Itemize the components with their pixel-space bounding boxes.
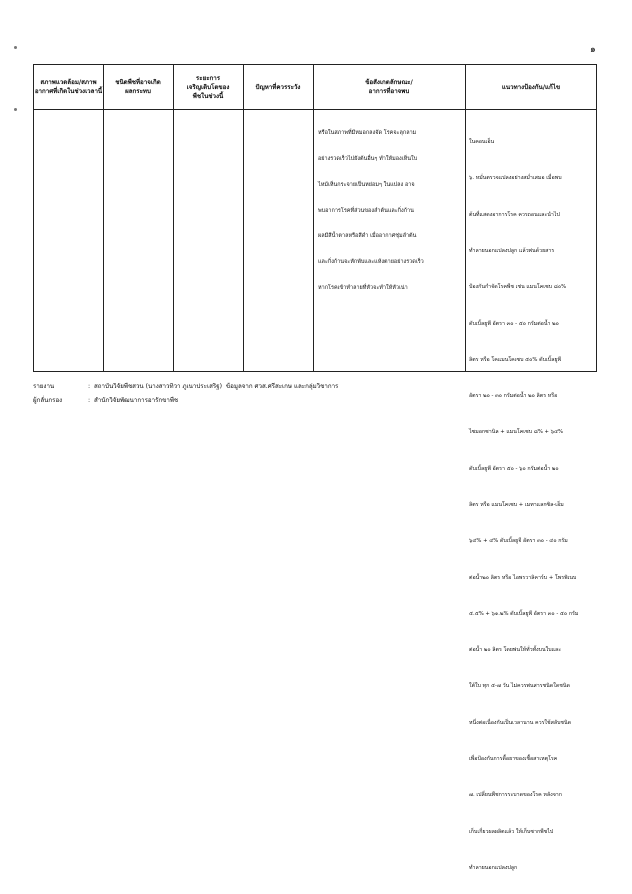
column-divider xyxy=(173,65,174,371)
binding-hole-mark xyxy=(14,108,17,111)
header-observations: ข้อสังเกตลักษณะ/ อาการที่อาจพบ xyxy=(365,79,413,95)
text-line: ดับเบิ้ลยูพี อัตรา ๓๐ - ๕๐ กรัมต่อน้ำ ๒๐ xyxy=(469,320,559,327)
text-line: อย่างรวดเร็วไปยังต้นอื่นๆ ทำให้มองเห็นใบ xyxy=(318,155,418,162)
header-growth-stage: ระยะการ เจริญเติบโตของ พืชในช่วงนี้ xyxy=(186,74,230,100)
text-line: ๕.๕% + ๖๑.๒% ดับเบิ้ลยูพี อัตรา ๓๐ - ๕๐ กรัม xyxy=(469,610,579,617)
text-line: หนึ่งต่อเนื่องกันเป็นเวลานาน ควรใช้สลับชนิด xyxy=(469,719,572,726)
text-line: หากโรคเข้าทำลายที่หัวจะทำให้หัวเน่า xyxy=(318,284,408,291)
text-line: ลิตร หรือ แมนโคเซบ + เมทาแลกซิล-เอ็ม xyxy=(469,502,564,508)
text-line: ทำลายนอกแปลงปลูก xyxy=(469,864,518,871)
text-line: ไซมอกซานิล + แมนโคเซบ ๘% + ๖๔% xyxy=(469,429,564,436)
text-line: ดับเบิ้ลยูพี อัตรา ๕๐ - ๖๐ กรัมต่อน้ำ ๒๐ xyxy=(469,465,559,472)
text-line: ลิตร หรือ โคแมนโคเซบ ๕๐% ดับเบิ้ลยูพี xyxy=(469,356,561,363)
column-divider xyxy=(465,65,466,371)
column-divider xyxy=(103,65,104,371)
column-divider xyxy=(313,65,314,371)
reviewer-text: : สำนักวิจัยพัฒนาการอารักขาพืช xyxy=(88,397,179,404)
header-prevention: แนวทางป้องกัน/แก้ไข xyxy=(501,83,561,91)
text-line: ต่อน้ำ ๒๐ ลิตร โดยพ่นให้ทั่วทั้งบนใบและ xyxy=(469,647,562,654)
page-number: ๑ xyxy=(590,45,596,55)
text-line: ทำลายนอกแปลงปลูก แล้วพ่นด้วยสาร xyxy=(469,248,555,255)
text-line: ไหม้เห็นกระจายเป็นหย่อมๆ ในแปลง อาจ xyxy=(318,181,415,188)
text-line: ในคอนเอ็น xyxy=(469,139,495,146)
observation-text xyxy=(318,112,424,310)
text-line: เก็บเกี่ยวผลผลิตแล้ว ให้เก็บซากพืชไป xyxy=(469,828,554,835)
reviewer-label: ผู้กลั่นกรอง xyxy=(33,397,63,404)
text-line: ๗. เปลี่ยนพืชการระบาดของโรค หลังจาก xyxy=(469,792,562,799)
text-line: ผลมีสีน้ำตาลหรือสีดำ เมื่ออากาศชุ่มลำต้น xyxy=(318,233,417,240)
text-line: ๖๔% + ๔% ดับเบิ้ลยูจี อัตรา ๓๐ - ๔๐ กรัม xyxy=(469,538,568,545)
report-label: รายงาน xyxy=(33,383,55,390)
text-line: เพื่อป้องกันการดื้อยาของเชื้อสาเหตุโรค xyxy=(469,755,558,762)
binding-hole-mark xyxy=(14,46,17,49)
text-line: ๖. หมั่นตรวจแปลงอย่างสม่ำเสมอ เมื่อพบ xyxy=(469,175,562,182)
header-divider xyxy=(34,109,596,110)
header-environment: สภาพแวดล้อม/สภาพ อากาศที่เกิดในช่วงเวลานี้ xyxy=(34,79,103,95)
text-line: ใต้ใบ ทุก ๕-๗ วัน ไม่ควรพ่นสารชนิดใดชนิด xyxy=(469,683,570,690)
header-problems: ปัญหาที่ควรระวัง xyxy=(255,83,301,91)
text-line: หรือในสภาพที่มีหมอกลงจัด โรคจะลุกลาม xyxy=(318,130,417,137)
text-line: และกิ่งก้านจะหักพับและแห้งตายอย่างรวดเร็ว xyxy=(318,259,424,266)
text-line: ป้องกันกำจัดโรคพืช เช่น แมนโคเซบ ๘๐% xyxy=(469,284,567,291)
text-line: พบอาการโรคที่ส่วนของลำต้นและกิ่งก้าน xyxy=(318,207,414,214)
report-text: : สถาบันวิจัยพืชสวน (นางสาวทิวา ภูเนาประเสริฐ) ข้อมูลจาก ศวส.ศรีสะเกษ และกลุ่มวิชาการ xyxy=(88,383,339,390)
header-affected-crops: ชนิดพืชที่อาจเกิด ผลกระทบ xyxy=(115,79,161,95)
column-divider xyxy=(243,65,244,371)
text-line: ต่อน้ำ๒๐ ลิตร หรือ ไอพรวาลิคาร์บ + โพรพิเนบ xyxy=(469,574,577,581)
text-line: อัตรา ๒๐ - ๓๐ กรัมต่อน้ำ ๒๐ ลิตร หรือ xyxy=(469,393,558,400)
text-line: ต้นที่แสดงอาการโรค ควรถอนและนำไป xyxy=(469,211,560,218)
prevention-text xyxy=(469,112,578,894)
